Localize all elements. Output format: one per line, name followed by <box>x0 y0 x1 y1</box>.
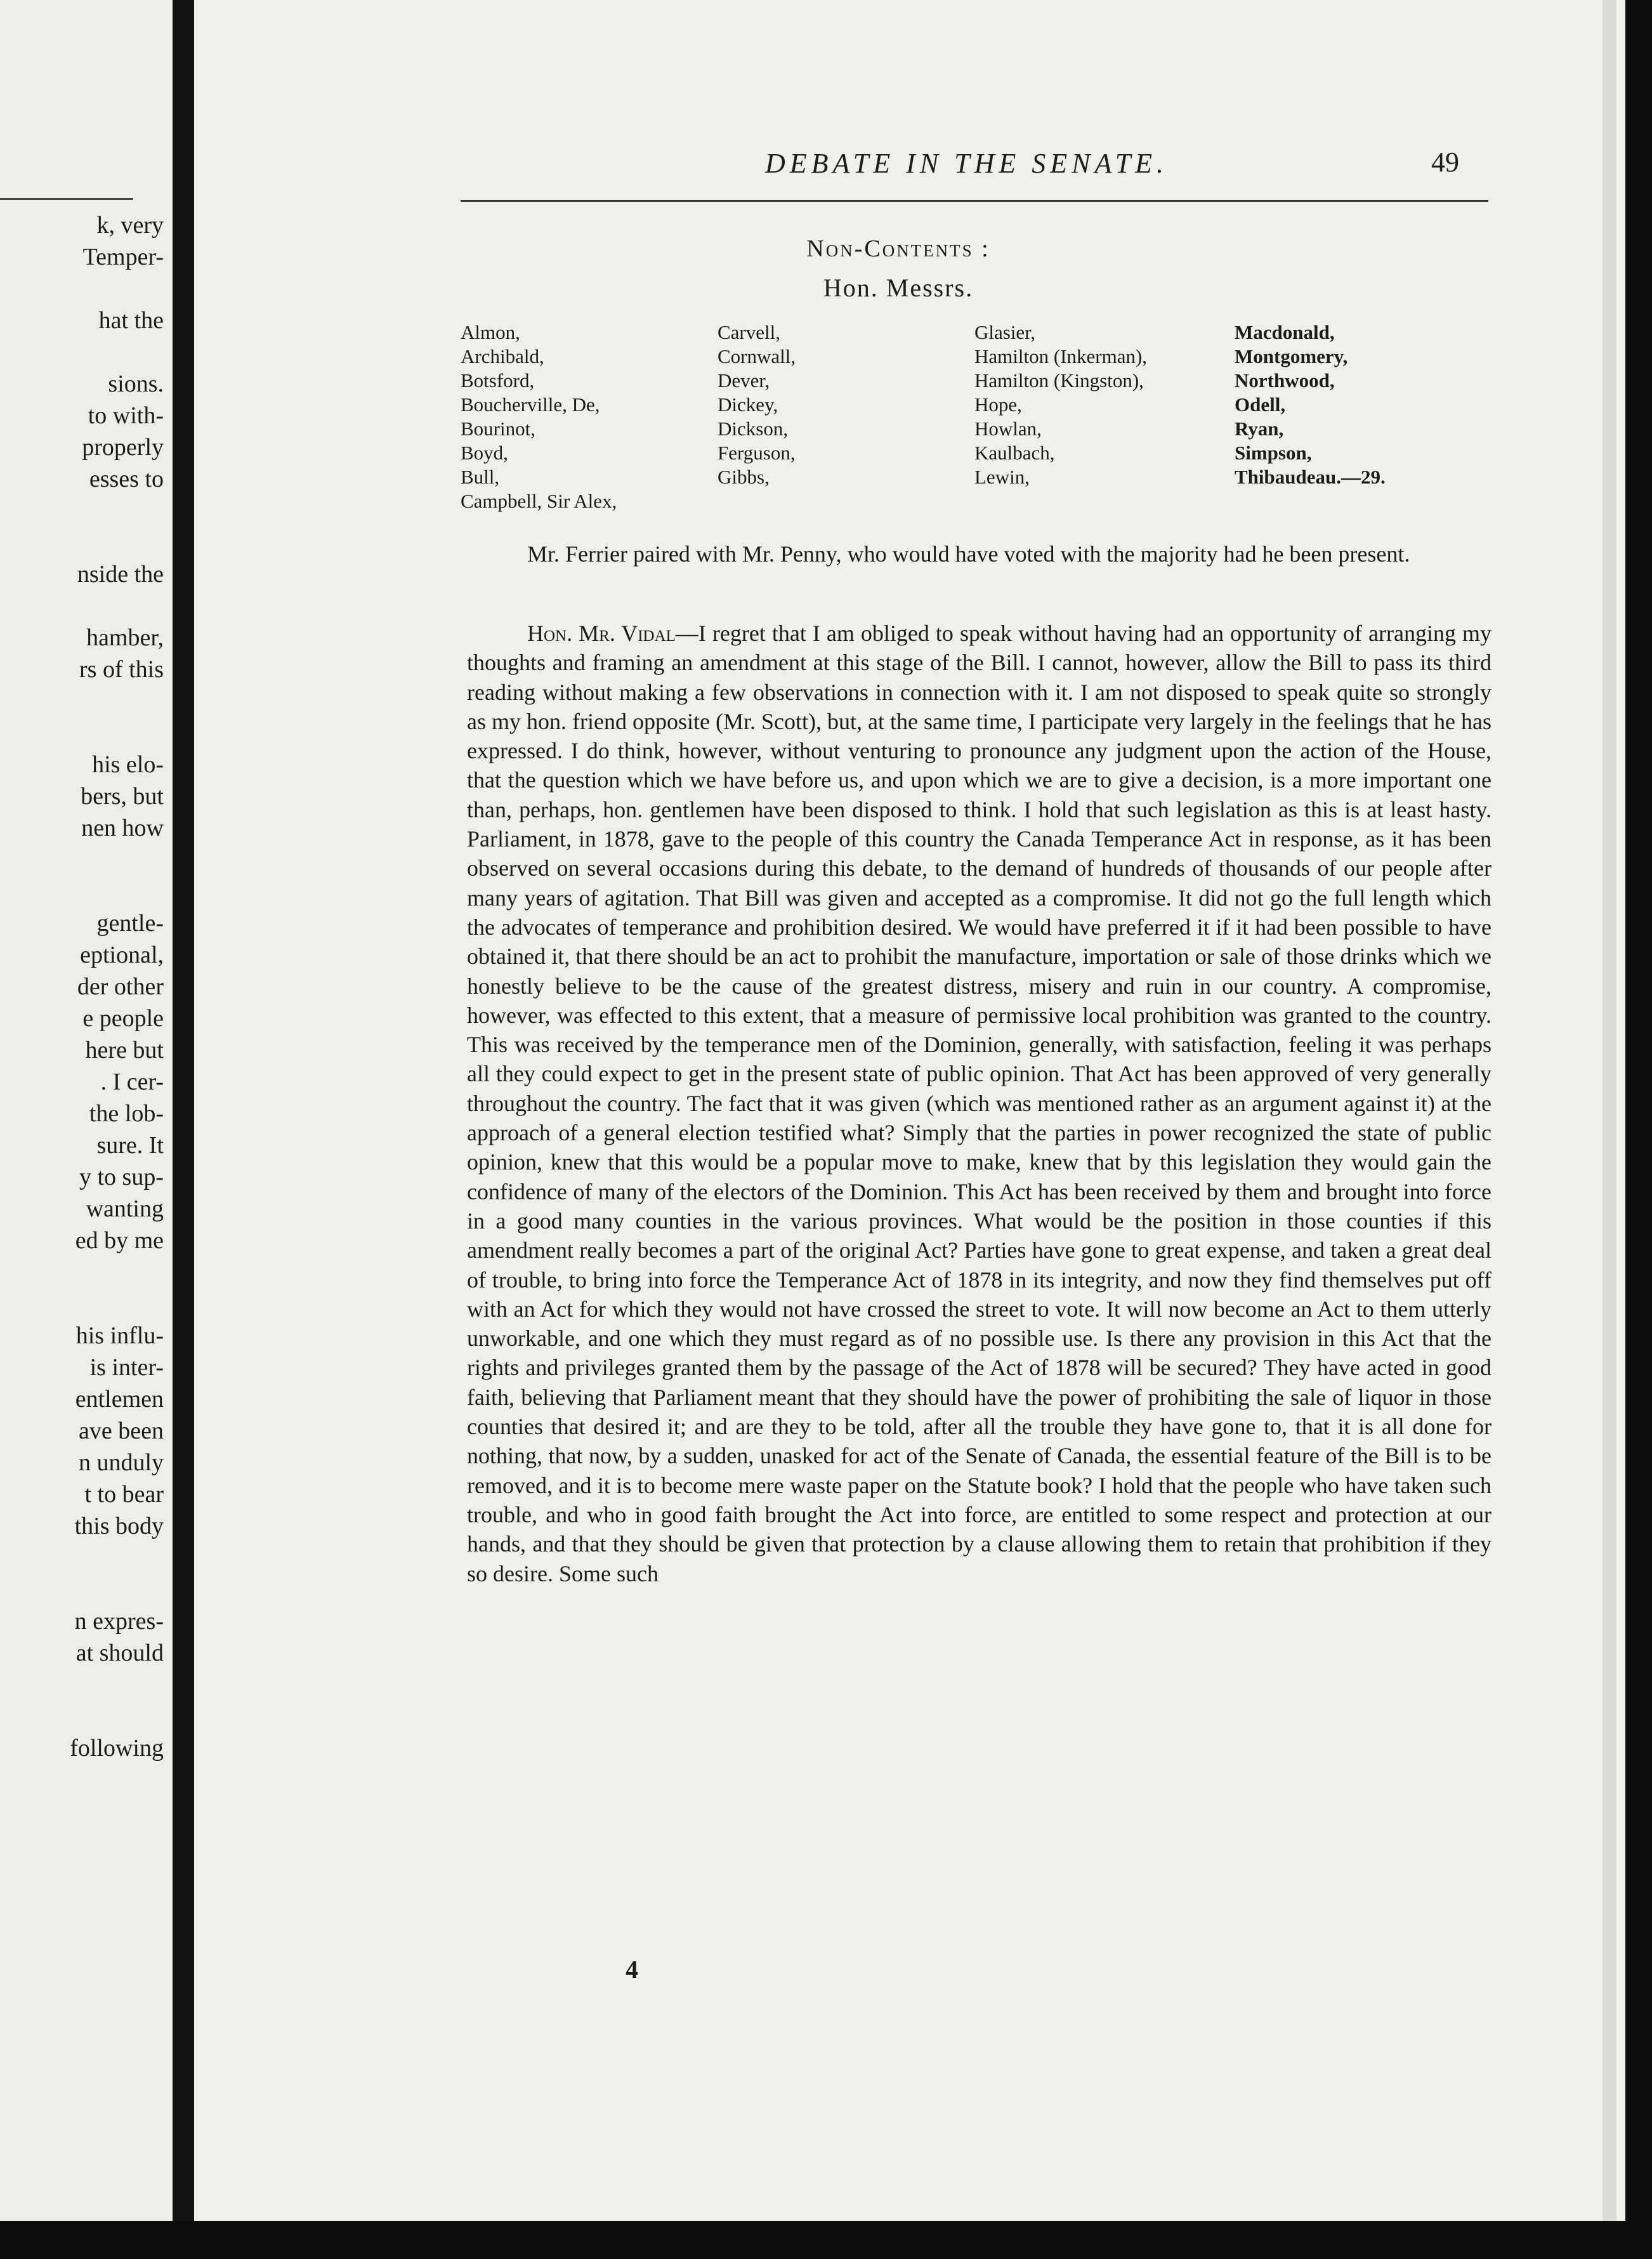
left-page-rule <box>0 198 133 200</box>
name-entry: Odell, <box>1235 393 1286 416</box>
left-page-line: is inter- <box>89 1354 164 1381</box>
left-page-line: n unduly <box>78 1449 164 1476</box>
name-entry: Campbell, Sir Alex, <box>461 490 617 512</box>
section-subtitle: Hon. Messrs. <box>823 273 974 302</box>
left-page-line: k, very <box>96 212 164 239</box>
left-page-line <box>5 336 164 368</box>
left-page-line: entlemen <box>75 1386 164 1413</box>
name-entry: Gibbs, <box>718 466 770 488</box>
left-page-line <box>5 1669 164 1701</box>
names-column-3 <box>974 320 1147 489</box>
left-page-line: Temper- <box>82 244 164 270</box>
name-entry: Simpson, <box>1235 442 1312 464</box>
header-rule <box>461 200 1488 202</box>
speaker-name: Hon. Mr. Vidal <box>527 621 676 646</box>
page-gutter <box>173 0 194 2259</box>
right-page <box>194 0 1603 2259</box>
page-number: 49 <box>1431 147 1459 178</box>
name-entry: Almon, <box>461 321 520 343</box>
left-page-line: bers, but <box>81 783 164 810</box>
left-page-line <box>5 1701 164 1732</box>
name-entry: Hope, <box>974 393 1022 416</box>
left-page-line: der other <box>77 973 164 1000</box>
name-entry: Carvell, <box>718 321 780 343</box>
left-page-line <box>5 590 164 622</box>
left-page-line: sions. <box>108 371 164 397</box>
left-page-line: properly <box>82 434 164 461</box>
names-column-2 <box>718 320 796 489</box>
left-page-line: ave been <box>79 1418 164 1444</box>
name-entry: Dickson, <box>718 418 789 440</box>
left-page-line <box>5 527 164 558</box>
left-page-line: hamber, <box>86 624 164 651</box>
left-page-line <box>5 1288 164 1320</box>
left-page-line: following <box>70 1735 164 1762</box>
left-page-line: t to bear <box>84 1481 164 1508</box>
scan-background-right <box>1625 0 1652 2259</box>
left-page-line: rs of this <box>79 656 164 683</box>
pairing-paragraph: Mr. Ferrier paired with Mr. Penny, who would have voted with the majority had he been present. <box>527 541 1410 567</box>
running-head: DEBATE IN THE SENATE. <box>765 148 1169 179</box>
left-page-line: nside the <box>77 561 164 588</box>
left-page-line: sure. It <box>96 1132 164 1159</box>
name-entry: Glasier, <box>974 321 1036 343</box>
name-entry: Montgomery, <box>1235 345 1348 367</box>
page-edge-shadow <box>1603 0 1616 2259</box>
left-page-line: nen how <box>81 815 164 841</box>
name-entry: Bull, <box>461 466 500 488</box>
left-page-line <box>5 273 164 305</box>
left-page-line: the lob- <box>89 1100 164 1127</box>
name-entry: Northwood, <box>1235 369 1335 392</box>
name-entry: Hamilton (Inkerman), <box>974 345 1148 367</box>
left-page-line: his elo- <box>92 751 164 778</box>
name-entry: Cornwall, <box>718 345 796 367</box>
name-entry: Archibald, <box>461 345 544 367</box>
left-page-line: hat the <box>98 307 164 334</box>
left-page-line: his influ- <box>75 1322 164 1349</box>
left-page-line-endings <box>5 209 164 1764</box>
left-page-line: eptional, <box>80 942 164 968</box>
left-page-line: wanting <box>86 1195 164 1222</box>
names-column-1 <box>461 320 617 513</box>
speech-text: —I regret that I am obliged to speak without having had an opportunity of arranging my thoughts and framing an amendment at this stage of the Bill. I cannot, however, allow the Bill to pass its third reading without making a few observations in connection with it. I am not disposed to speak quite so strongly as my hon. friend opposite (Mr. Scott), but, at the same time, I participate very largely in the feelings that he has expressed. I do think, however, without venturing to pronounce any judgment upon the action of the House, that the question which we have before us, and upon which we are to give a decision, is a more important one than, perhaps, hon. gentlemen have been disposed to think. I hold that such legislation as this is at least hasty. Parliament, in 1878, gave to the people of this country the Canada Temperance Act in response, as it has been observed on several occasions during this debate, to the demand of hundreds of thousands of our people after many years of agitation. That Bill was given and accepted as a compromise. It did not go the full length which the advocates of temperance and prohibition desired. We would have preferred it if it had been possible to have obtained it, that there should be an act to prohibit the manufacture, importation or sale of those drinks which we honestly believe to be the cause of the greatest distress, misery and ruin in our country. A compromise, however, was effected to this extent, that a measure of permissive local prohibition was granted to the country. This was received by the temperance men of the Dominion, generally, with satisfaction, feeling it was perhaps all they could expect to get in the present state of public opinion. That Act has been approved of very generally throughout the country. The fact that it was given (which was mentioned rather as an argument against it) at the approach of a general election testified what? Simply that the parties in power recognized the state of public opinion, knew that this would be a popular move to make, knew that by this legislation they would gain the confidence of many of the electors of the Dominion. This Act has been received by them and brought into force in a good many counties in the various provinces. What would be the position in those counties if this amendment really becomes a part of the original Act? Parties have gone to great expense, and taken a great deal of trouble, to bring into force the Temperance Act of 1878 in its integrity, and now they find themselves put off with an Act for which they would not have crossed the street to vote. It will now become an Act to them utterly unworkable, and one which they must regard as of no possible use. Is there any provision in this Act that the rights and privileges granted them by the passage of the Act of 1878 will be secured? They have acted in good faith, believing that Parliament meant that they should have the power of prohibiting the sale of liquor in those counties that desired it; and are they to be told, after all the trouble they have gone to, that it is all done for nothing, that now, by a sudden, unasked for act of the Senate of Canada, the essential feature of the Bill is to be removed, and it is to become mere waste paper on the Statute book? I hold that the people who have taken such trouble, and who in good faith brought the Act into force, are entitled to some respect and protection at our hands, and that they should be given that protection by a clause allowing them to retain that prohibition if they so desire. Some such <box>467 621 1492 1586</box>
speech-paragraph <box>467 619 1491 1588</box>
name-entry: Boucherville, De, <box>461 393 600 416</box>
left-page-line: n expres- <box>74 1608 164 1635</box>
signature-mark: 4 <box>626 1955 638 1984</box>
left-page-line: e people <box>82 1005 164 1032</box>
name-entry: Ferguson, <box>718 442 796 464</box>
left-page-line: here but <box>85 1037 164 1064</box>
name-entry: Ryan, <box>1235 418 1284 440</box>
name-entry: Macdonald, <box>1235 321 1335 343</box>
left-page-line: to with- <box>88 402 164 429</box>
left-page-line: . I cer- <box>100 1069 164 1095</box>
left-page-line <box>5 1574 164 1605</box>
names-list <box>461 320 1476 524</box>
name-entry: Hamilton (Kingston), <box>974 369 1144 392</box>
left-page-line <box>5 717 164 749</box>
name-entry: Lewin, <box>974 466 1030 488</box>
left-page-line <box>5 1542 164 1574</box>
left-page-line: this body <box>74 1513 164 1539</box>
left-page-line: esses to <box>89 466 164 492</box>
scan-background-bottom <box>0 2221 1652 2259</box>
page-edge-highlight <box>1616 0 1625 2259</box>
left-page-line <box>5 495 164 527</box>
left-page-line: ed by me <box>75 1227 164 1254</box>
name-entry: Kaulbach, <box>974 442 1055 464</box>
left-page-line: gentle- <box>96 910 164 937</box>
left-page-line <box>5 685 164 717</box>
left-page-line <box>5 1256 164 1288</box>
name-entry: Thibaudeau.—29. <box>1235 466 1386 488</box>
left-page-fragment <box>0 0 173 2259</box>
left-page-line <box>5 876 164 907</box>
names-column-4 <box>1235 320 1386 489</box>
name-entry: Dickey, <box>718 393 778 416</box>
left-page-line: y to sup- <box>79 1164 164 1190</box>
section-title: Non-Contents : <box>806 235 990 262</box>
name-entry: Botsford, <box>461 369 535 392</box>
left-page-line <box>5 844 164 876</box>
left-page-line: at should <box>75 1640 164 1666</box>
name-entry: Dever, <box>718 369 770 392</box>
name-entry: Howlan, <box>974 418 1042 440</box>
name-entry: Bourinot, <box>461 418 535 440</box>
name-entry: Boyd, <box>461 442 508 464</box>
